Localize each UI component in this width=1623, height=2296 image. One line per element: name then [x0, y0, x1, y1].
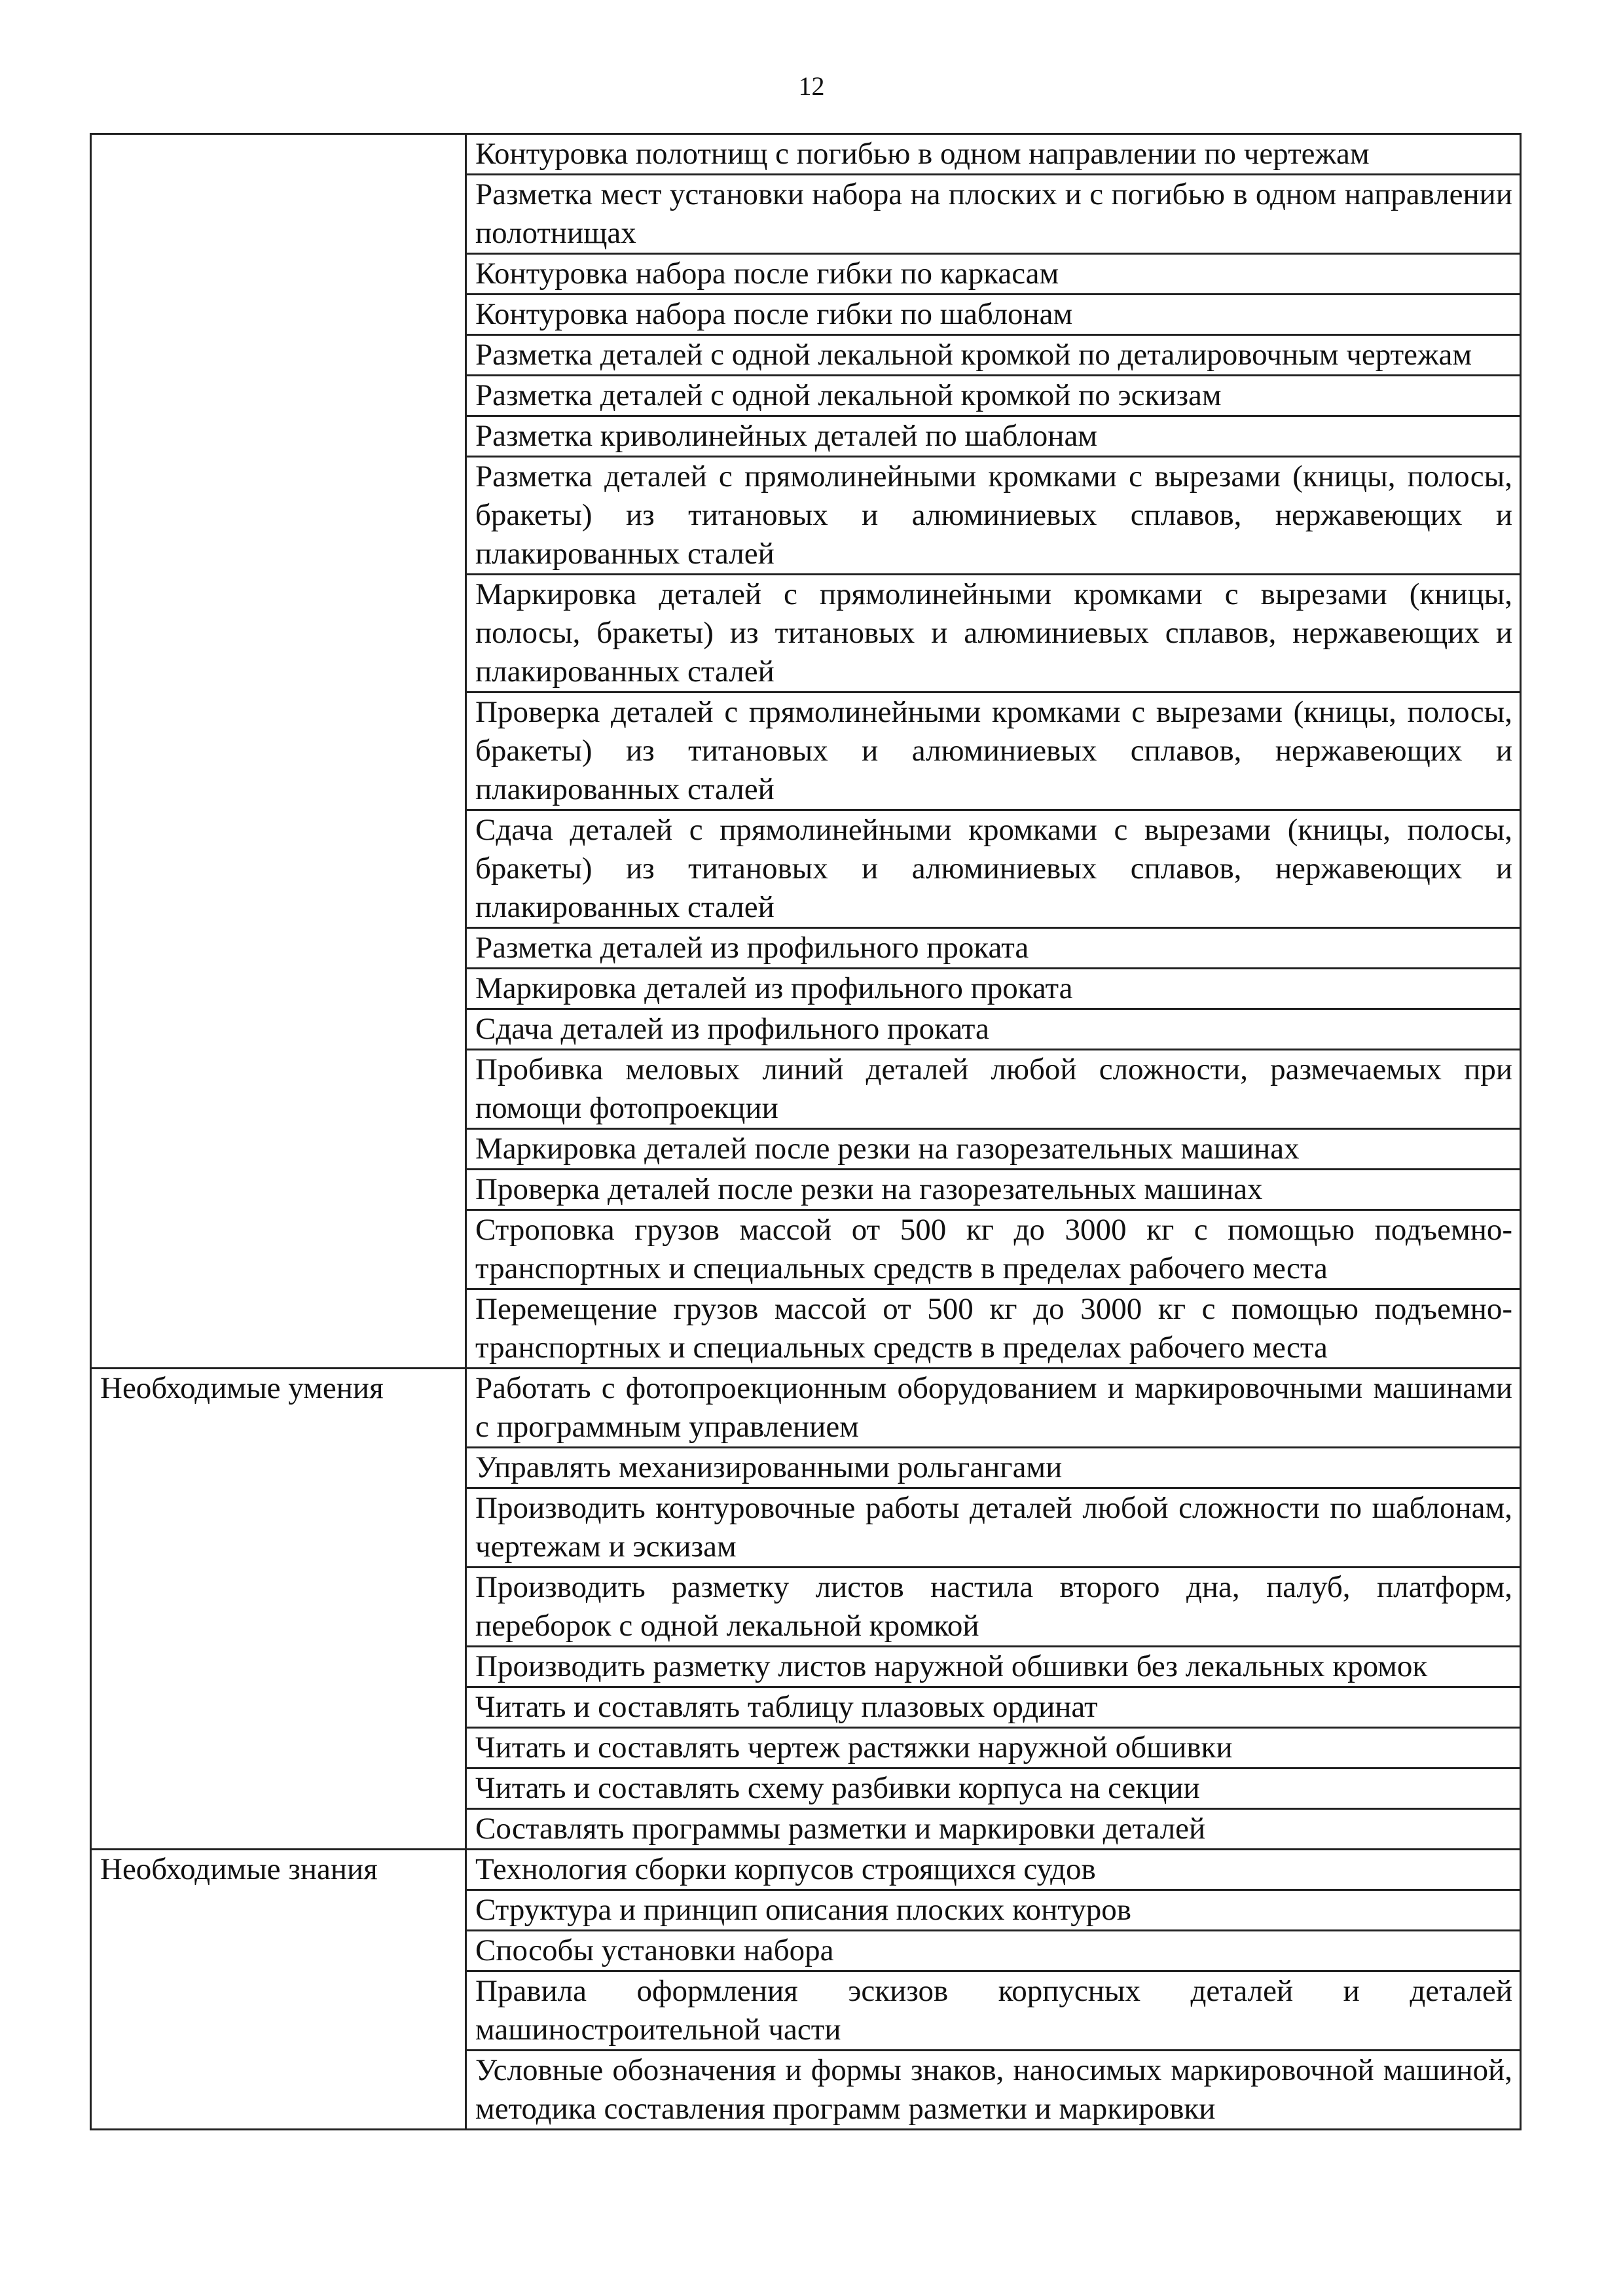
section-item: Разметка деталей из профильного проката — [466, 928, 1521, 969]
section-item: Сдача деталей с прямолинейными кромками с вырезами (кницы, полосы, бракеты) из титановых и алюминиевых сплавов, нержавеющих и плакированных сталей — [466, 810, 1521, 928]
section-item: Разметка деталей с одной лекальной кромкой по эскизам — [466, 376, 1521, 416]
section-item: Разметка криволинейных деталей по шаблонам — [466, 416, 1521, 457]
section-item: Производить контуровочные работы деталей любой сложности по шаблонам, чертежам и эскизам — [466, 1488, 1521, 1568]
section-item: Читать и составлять чертеж растяжки наружной обшивки — [466, 1728, 1521, 1768]
section-item: Разметка деталей с прямолинейными кромками с вырезами (кницы, полосы, бракеты) из титановых и алюминиевых сплавов, нержавеющих и плакированных сталей — [466, 457, 1521, 575]
section-item: Контуровка набора после гибки по каркасам — [466, 254, 1521, 295]
section-label: Необходимые умения — [91, 1369, 466, 1850]
section-item: Проверка деталей после резки на газорезательных машинах — [466, 1170, 1521, 1210]
section-item: Строповка грузов массой от 500 кг до 3000 кг с помощью подъемно-транспортных и специальных средств в пределах рабочего места — [466, 1210, 1521, 1289]
section-item: Правила оформления эскизов корпусных деталей и деталей машиностроительной части — [466, 1971, 1521, 2051]
section-item: Разметка деталей с одной лекальной кромкой по деталировочным чертежам — [466, 335, 1521, 376]
section-label: Необходимые знания — [91, 1850, 466, 2130]
competency-table-body — [91, 134, 1521, 2130]
section-item: Способы установки набора — [466, 1931, 1521, 1971]
table-row — [91, 134, 1521, 175]
section-item: Технология сборки корпусов строящихся судов — [466, 1850, 1521, 1890]
section-item: Маркировка деталей после резки на газорезательных машинах — [466, 1129, 1521, 1170]
section-item: Пробивка меловых линий деталей любой сложности, размечаемых при помощи фотопроекции — [466, 1050, 1521, 1129]
section-item: Перемещение грузов массой от 500 кг до 3000 кг с помощью подъемно-транспортных и специальных средств в пределах рабочего места — [466, 1289, 1521, 1369]
section-item: Производить разметку листов настила второго дна, палуб, платформ, переборок с одной лекальной кромкой — [466, 1568, 1521, 1647]
section-item: Проверка деталей с прямолинейными кромками с вырезами (кницы, полосы, бракеты) из титановых и алюминиевых сплавов, нержавеющих и плакированных сталей — [466, 692, 1521, 810]
section-item: Составлять программы разметки и маркировки деталей — [466, 1809, 1521, 1850]
section-item: Контуровка полотнищ с погибью в одном направлении по чертежам — [466, 134, 1521, 175]
section-item: Сдача деталей из профильного проката — [466, 1009, 1521, 1050]
competency-table — [90, 133, 1522, 2130]
section-item: Управлять механизированными рольгангами — [466, 1448, 1521, 1488]
table-row — [91, 1850, 1521, 1890]
section-item: Читать и составлять таблицу плазовых ординат — [466, 1687, 1521, 1728]
section-item: Маркировка деталей с прямолинейными кромками с вырезами (кницы, полосы, бракеты) из титановых и алюминиевых сплавов, нержавеющих и плакированных сталей — [466, 575, 1521, 692]
section-item: Производить разметку листов наружной обшивки без лекальных кромок — [466, 1647, 1521, 1687]
page-number: 12 — [798, 71, 825, 101]
section-label — [91, 134, 466, 1369]
section-item: Читать и составлять схему разбивки корпуса на секции — [466, 1768, 1521, 1809]
section-item: Маркировка деталей из профильного проката — [466, 969, 1521, 1009]
section-item: Работать с фотопроекционным оборудованием и маркировочными машинами с программным управлением — [466, 1369, 1521, 1448]
table-row — [91, 1369, 1521, 1448]
section-item: Разметка мест установки набора на плоских и с погибью в одном направлении полотнищах — [466, 175, 1521, 254]
section-item: Контуровка набора после гибки по шаблонам — [466, 295, 1521, 335]
section-item: Структура и принцип описания плоских контуров — [466, 1890, 1521, 1931]
section-item: Условные обозначения и формы знаков, наносимых маркировочной машиной, методика составления программ разметки и маркировки — [466, 2051, 1521, 2130]
